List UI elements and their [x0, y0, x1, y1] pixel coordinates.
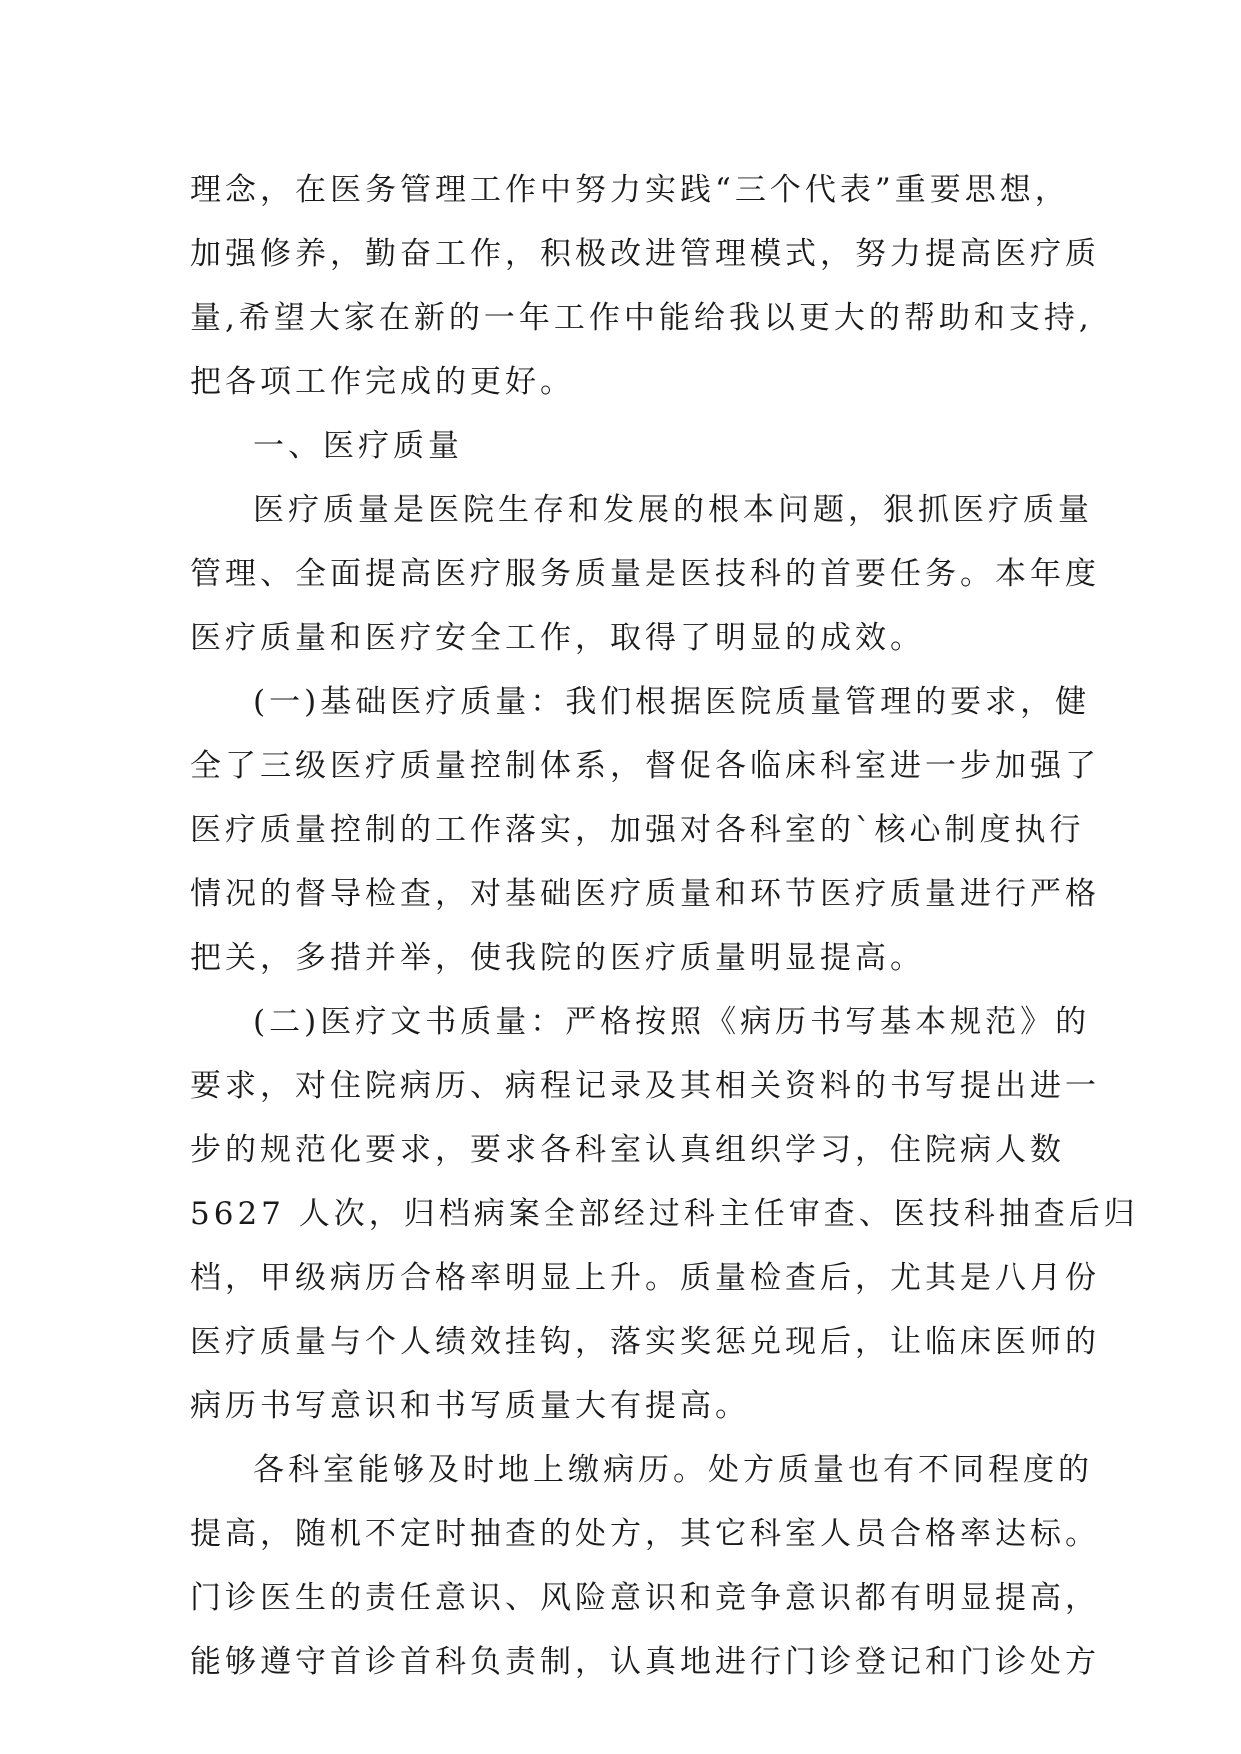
text-line: 医疗质量控制的工作落实，加强对各科室的`核心制度执行: [190, 812, 1085, 848]
text-line: 理念，在医务管理工作中努力实践“三个代表”重要思想，: [190, 172, 1070, 208]
text-line: (一)基础医疗质量：我们根据医院质量管理的要求，健: [253, 684, 1091, 720]
text-line: 门诊医生的责任意识、风险意识和竞争意识都有明显提高，: [190, 1580, 1100, 1616]
text-line: 把各项工作完成的更好。: [190, 364, 575, 400]
text-line: 能够遵守首诊首科负责制，认真地进行门诊登记和门诊处方: [190, 1644, 1100, 1680]
section-heading: 一、医疗质量: [253, 428, 463, 464]
text-line: (二)医疗文书质量：严格按照《病历书写基本规范》的: [253, 1004, 1091, 1040]
text-line: 病历书写意识和书写质量大有提高。: [190, 1388, 750, 1424]
text-line: 医疗质量和医疗安全工作，取得了明显的成效。: [190, 620, 925, 656]
text-line: 量,希望大家在新的一年工作中能给我以更大的帮助和支持,: [190, 300, 1093, 336]
text-line: 档，甲级病历合格率明显上升。质量检查后，尤其是八月份: [190, 1260, 1100, 1296]
text-line: 管理、全面提高医疗服务质量是医技科的首要任务。本年度: [190, 556, 1100, 592]
text-line: 全了三级医疗质量控制体系，督促各临床科室进一步加强了: [190, 748, 1100, 784]
text-line: 情况的督导检查，对基础医疗质量和环节医疗质量进行严格: [190, 876, 1100, 912]
text-line: 加强修养，勤奋工作，积极改进管理模式，努力提高医疗质: [190, 236, 1100, 272]
text-line: 把关，多措并举，使我院的医疗质量明显提高。: [190, 940, 925, 976]
text-line: 步的规范化要求，要求各科室认真组织学习，住院病人数: [190, 1132, 1065, 1168]
text-line: 提高，随机不定时抽查的处方，其它科室人员合格率达标。: [190, 1516, 1100, 1552]
text-line: 各科室能够及时地上缴病历。处方质量也有不同程度的: [253, 1452, 1093, 1488]
text-line: 5627 人次，归档病案全部经过科主任审查、医技科抽查后归: [190, 1196, 1139, 1232]
text-line: 医疗质量是医院生存和发展的根本问题，狠抓医疗质量: [253, 492, 1093, 528]
text-line: 要求，对住院病历、病程记录及其相关资料的书写提出进一: [190, 1068, 1100, 1104]
text-line: 医疗质量与个人绩效挂钩，落实奖惩兑现后，让临床医师的: [190, 1324, 1100, 1360]
